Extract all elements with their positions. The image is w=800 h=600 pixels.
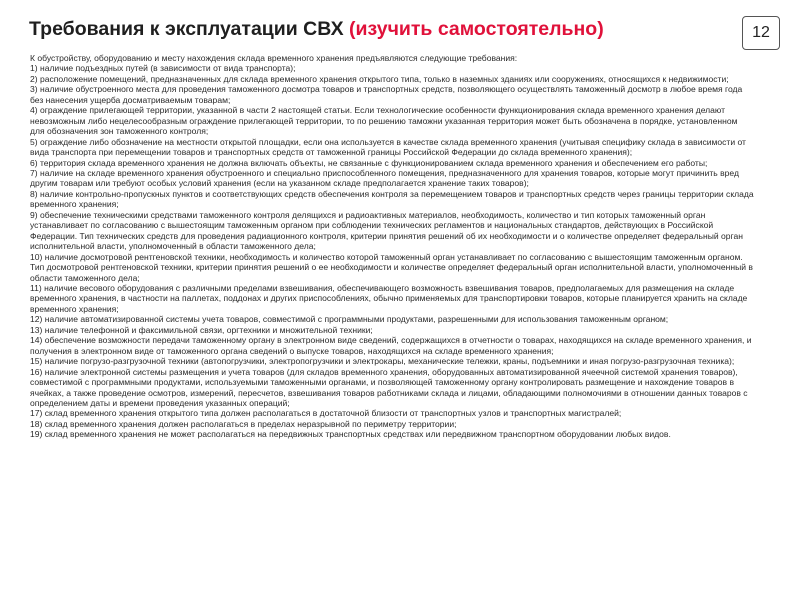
requirement-item: 9) обеспечение техническими средствами таможенного контроля делящихся и радиоактивных материалов, необходимость, количество и тип которых таможенный орган устанавливает по согласованию с вышестоящим таможенным органом при соблюдении технических регламентов и национальных стандартов, действующих в Российской Федерации. Тип технических средств для проведения радиационного контроля, критерии принятия решений об их необходимости и о количестве определяет федеральный орган исполнительной власти, уполномоченный в области таможенного дела; [30, 209, 743, 252]
requirements-intro: К обустройству, оборудованию и месту нахождения склада временного хранения предъявляются следующие требования: [30, 53, 518, 63]
requirement-item: 3) наличие обустроенного места для проведения таможенного досмотра товаров и транспортных средств, позволяющего осуществлять таможенный досмотр в любое время года без нанесения ущерба досматриваемым товарам; [30, 84, 743, 105]
requirements-text [30, 53, 754, 440]
requirement-item: 6) территория склада временного хранения не должна включать объекты, не связанные с функционированием склада временного хранения и обеспечением его работы; [30, 157, 708, 168]
title-main: Требования к эксплуатации СВХ [29, 18, 344, 40]
requirement-item: 19) склад временного хранения не может располагаться на передвижных транспортных средствах или передвижном транспортном оборудовании любых видов. [30, 429, 671, 440]
requirement-item: 8) наличие контрольно-пропускных пунктов и соответствующих средств обеспечения контроля за перемещением товаров и транспортных средств через границы территории склада временного хранения; [30, 188, 754, 210]
page-number-badge: 12 [742, 16, 780, 50]
requirement-item: 11) наличие весового оборудования с различными пределами взвешивания, обеспечивающего возможность взвешивания товаров, предполагаемых для размещения на складе временного хранения, в частности на паллетах, поддонах и других приспособлениях, обычно применяемых для транспортировки товаров, которые планируется хранить на складе временного хранения; [30, 282, 748, 314]
slide-title [29, 18, 604, 41]
requirement-item: 5) ограждение либо обозначение на местности открытой площадки, если она используется в качестве склада временного хранения (учитывая специфику склада в зависимости от вида транспорта при перемещении товаров и транспортных средств от таможенной границы Российской Федерации до склада временного хранения); [30, 136, 746, 158]
requirement-item: 7) наличие на складе временного хранения обустроенного и специально приспособленного помещения, предназначенного для хранения товаров, которые могут причинить вред другим товарам или требуют особых условий хранения (если на указанном складе предполагается хранение таких товаров); [30, 167, 739, 189]
requirement-item: 1) наличие подъездных путей (в зависимости от вида транспорта); [30, 63, 296, 74]
requirement-item: 2) расположение помещений, предназначенных для склада временного хранения открытого типа, только в наземных зданиях или сооружениях, относящихся к недвижимости; [30, 73, 729, 84]
requirement-item: 4) ограждение прилегающей территории, указанной в части 2 настоящей статьи. Если технологические особенности функционирования склада временного хранения делают невозможным либо нецелесообразным ограждение прилегающей территории, то по решению таможни указанная территория может быть обозначена в порядке, установленном для обозначения зон таможенного контроля; [30, 105, 738, 137]
requirement-item: 17) склад временного хранения открытого типа должен располагаться в достаточной близости от транспортных узлов и транспортных магистралей; [30, 408, 622, 419]
title-accent: (изучить самостоятельно) [349, 18, 604, 40]
requirement-item: 12) наличие автоматизированной системы учета товаров, совместимой с программными продуктами, разрешенными для использования таможенным органом; [30, 314, 669, 325]
requirement-item: 18) склад временного хранения должен располагаться в пределах неразрывной по периметру территории; [30, 418, 457, 429]
requirement-item: 13) наличие телефонной и факсимильной связи, оргтехники и множительной техники; [30, 324, 373, 335]
requirement-item: 15) наличие погрузо-разгрузочной техники (автопогрузчики, электропогрузчики и электрокары, механические тележки, краны, подъемники и иная погрузо-разгрузочная техника); [30, 356, 735, 367]
requirement-item: 14) обеспечение возможности передачи таможенному органу в электронном виде сведений, содержащихся в отчетности о товарах, находящихся на складе временного хранения, и получения в электронном виде от таможенного органа сведений о выпуске товаров, находящихся на складе временного хранения; [30, 335, 752, 356]
requirement-item: 16) наличие электронной системы размещения и учета товаров (для складов временного хранения, оборудованных автоматизированной ячеечной системой хранения товаров), совместимой с программными продуктами, используемыми таможенными органами, и позволяющей таможенному органу контролировать размещение и нахождение товаров в ячейках, а также проведение осмотров, измерений, пересчетов, взвешивания товаров работниками склада и лицами, обладающими полномочиями в отношении данных товаров с определением даты и времени проведения указанных операций; [30, 366, 748, 408]
requirement-item: 10) наличие досмотровой рентгеновской техники, необходимость и количество которой таможенный орган устанавливает по согласованию с вышестоящим таможенным органом. Тип досмотровой рентгеновской техники, критерии принятия решений о ее необходимости и количестве определяет федеральный орган исполнительной власти, уполномоченный в области таможенного дела; [30, 251, 753, 283]
